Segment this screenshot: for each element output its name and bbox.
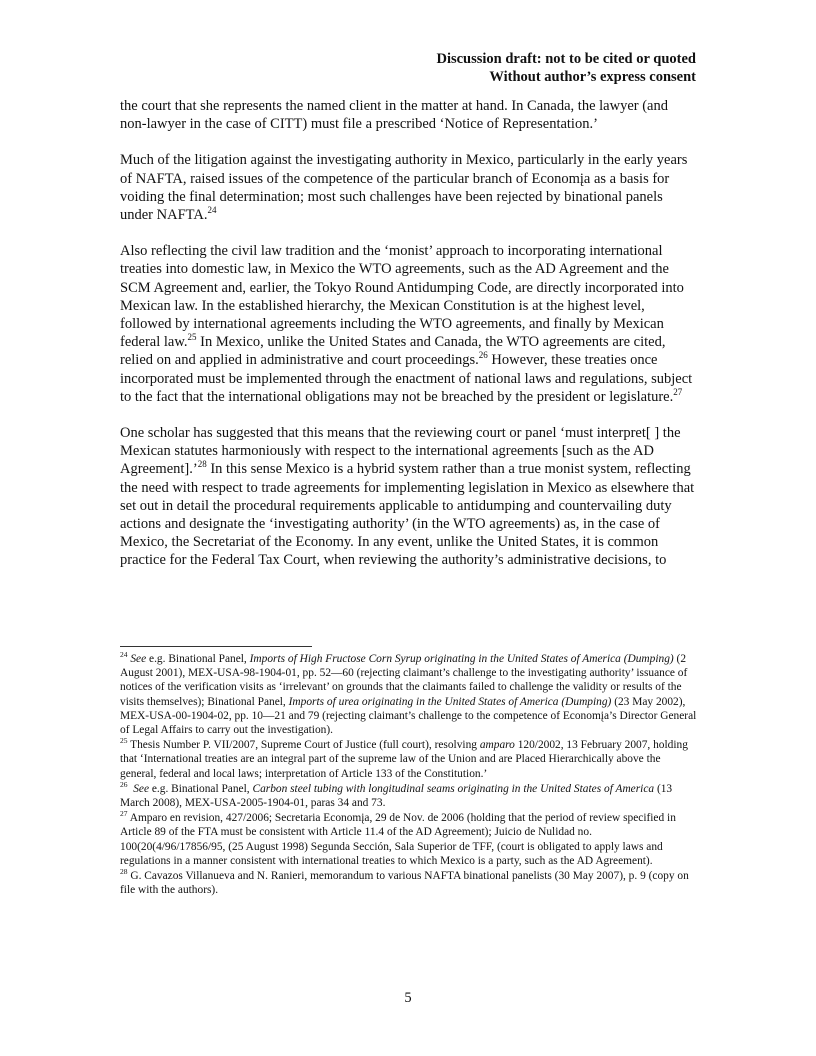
- page-number: 5: [404, 990, 412, 1006]
- header-line-1: Discussion draft: not to be cited or quoted: [436, 51, 696, 67]
- paragraph: One scholar has suggested that this means that the reviewing court or panel ‘must interpret[ ] the Mexican statutes harmoniously with respect to the international agreements [such as the AD Agreement].’$^{28}$ In this sense Mexico is a hybrid system rather than a true monist system, reflecting the need with respect to trade agreements for implementing legislation in Mexico as elsewhere that set out in detail the procedural requirements applicable to antidumping and countervailing duty actions and designate the ‘investigating authority’ (in the WTO agreements) as, in the case of Mexico, the Secretariat of the Economy. In any event, unlike the United States, it is common practice for the Federal Tax Court, when reviewing the authority’s administrative decisions, to: [120, 425, 695, 569]
- footnote-27: $^{27}$ Amparo en revision, 427/2006; Secretaria Economįa, 29 de Nov. de 2006 (holding that the period of review specified in Article 89 of the FTA must be consistent with Article 11.4 of the AD Agreement); Juicio de Nulidad no. 100(20(4/96/17856/95, (25 August 1998) Segunda Sección, Sala Superior de TFF, (court is obligated to apply laws and regulations in a manner consistent with international treaties to which Mexico is a party, such as the AD Agreement).: [120, 809, 676, 867]
- paragraph: the court that she represents the named client in the matter at hand. In Canada, the lawyer (and non-lawyer in the case of CITT) must file a prescribed ‘Notice of Representation.’: [120, 98, 668, 133]
- paragraph: Also reflecting the civil law tradition and the ‘monist’ approach to incorporating international treaties into domestic law, in Mexico the WTO agreements, such as the AD Agreement and the SCM Agreement and, earlier, the Tokyo Round Antidumping Code, are directly incorporated into Mexican law. In the established hierarchy, the Mexican Constitution is at the highest level, followed by international agreements including the WTO agreements, and finally by Mexican federal law.$^{25}$ In Mexico, unlike the United States and Canada, the WTO agreements are cited, relied on and applied in administrative and court proceedings.$^{26}$ However, these treaties once incorporated must be implemented through the enactment of national laws and regulations, subject to the fact that the international obligations may not be breached by the president or legislature.$^{27}$: [120, 243, 693, 405]
- footnote-28: $^{28}$ G. Cavazos Villanueva and N. Ranieri, memorandum to various NAFTA binational panelists (30 May 2007), p. 9 (copy on file with the authors).: [120, 867, 689, 897]
- header-line-2: Without author’s express consent: [489, 69, 696, 85]
- footnote-ref[interactable]: 24: [207, 205, 217, 216]
- footnote-ref[interactable]: 27: [673, 387, 683, 398]
- footnote-separator: [120, 646, 312, 647]
- draft-header: [436, 50, 696, 86]
- paragraph: Much of the litigation against the investigating authority in Mexico, particularly in the early years of NAFTA, raised issues of the competence of the particular branch of Economįa as a basis for voiding the final determination; most such challenges have been rejected by binational panels under NAFTA.$^{24}$: [120, 152, 688, 224]
- body-text: [120, 97, 697, 588]
- footnote-ref[interactable]: 25: [187, 332, 197, 343]
- footnote-ref[interactable]: 26: [478, 350, 488, 361]
- footnote-ref[interactable]: 28: [197, 459, 207, 470]
- footnote-26: $^{26}$ See e.g. Binational Panel, Carbon steel tubing with longitudinal seams originating in the United States of America (13 March 2008), MEX-USA-2005-1904-01, paras 34 and 73.: [120, 780, 673, 810]
- footnote-25: $^{25}$ Thesis Number P. VII/2007, Supreme Court of Justice (full court), resolving amparo 120/2002, 13 February 2007, holding that ‘International treaties are an integral part of the supreme law of the Union and are Placed Hierarchically above the general, federal and local laws; interpretation of Article 133 of the Constitution.’: [120, 736, 688, 780]
- footnote-24: $^{24}$ See e.g. Binational Panel, Imports of High Fructose Corn Syrup originating in the United States of America (Dumping) (2 August 2001), MEX-USA-98-1904-01, pp. 52—60 (rejecting claimant’s challenge to the investigating authority’ issuance of notices of the verification visits as ‘irrelevant’ on grounds that the claimants failed to challenge the validity or results of the visits themselves); Binational Panel, Imports of urea originating in the United States of America (Dumping) (23 May 2002), MEX-USA-00-1904-02, pp. 10—21 and 79 (rejecting claimant’s challenge to the competence of Economįa’s Director General of Legal Affairs to carry out the investigation).: [120, 650, 697, 737]
- footnotes: [120, 652, 697, 898]
